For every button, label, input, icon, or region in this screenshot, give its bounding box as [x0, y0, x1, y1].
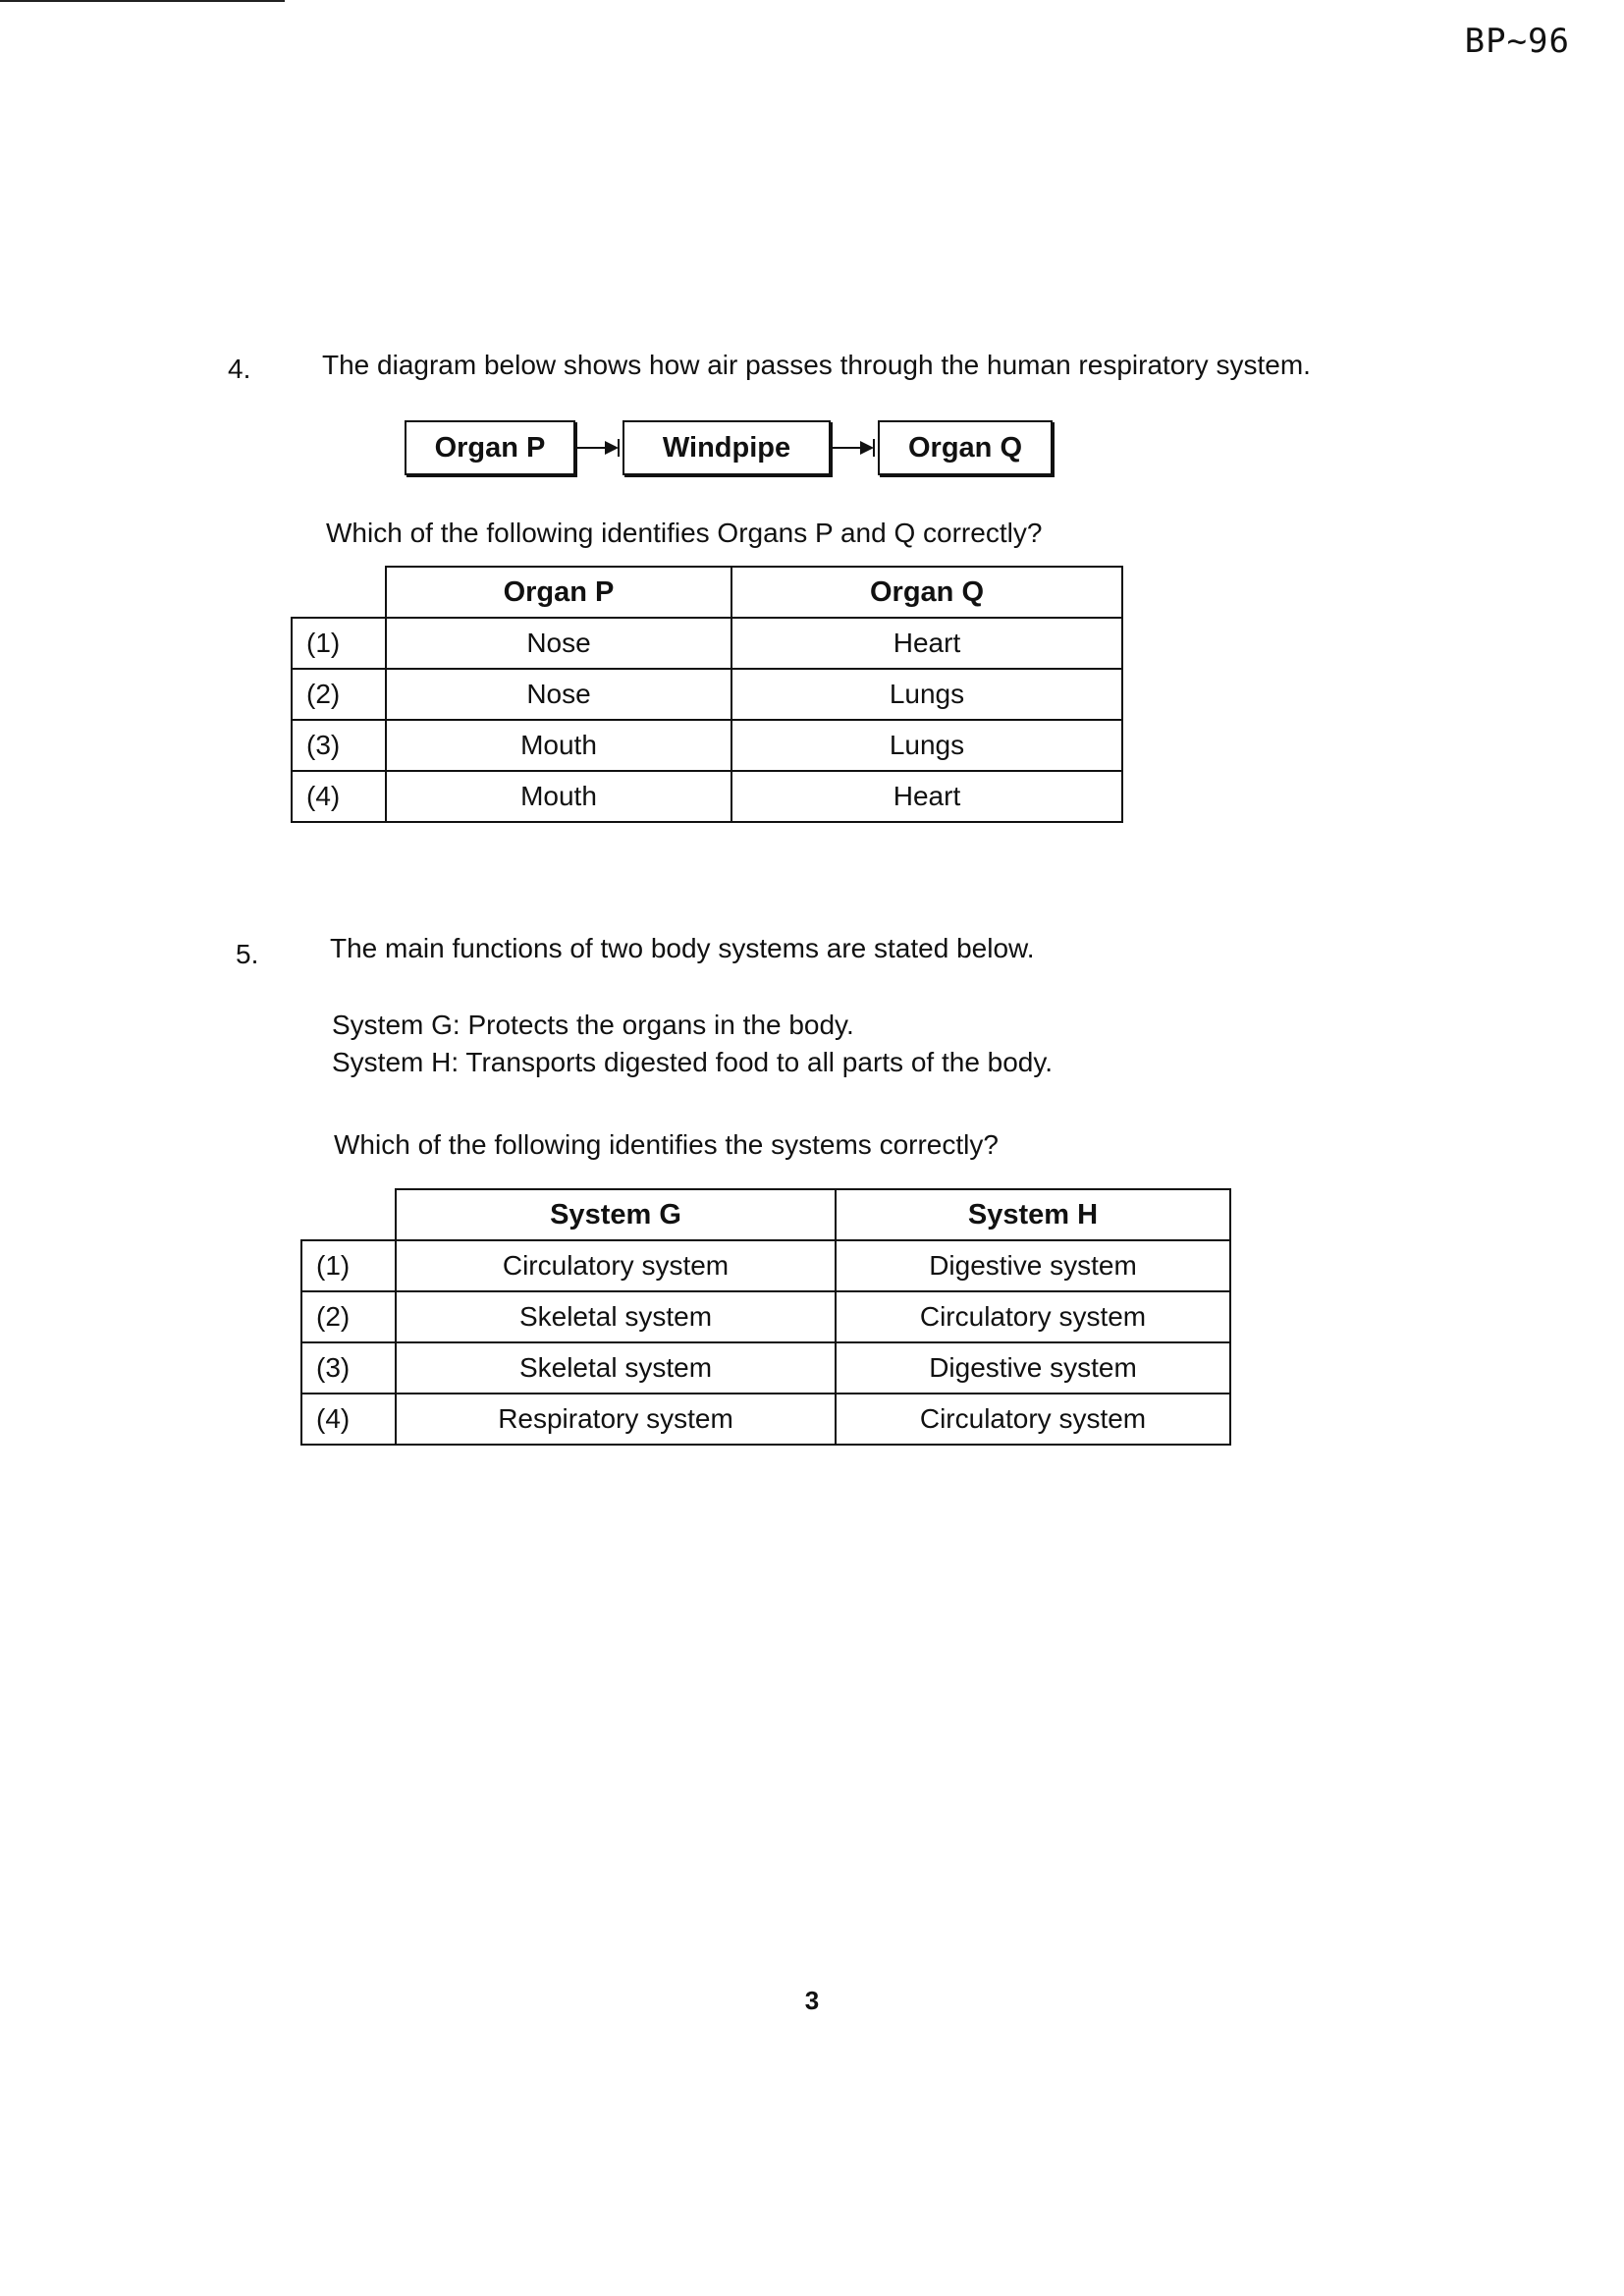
page-code: BP~96 [1464, 22, 1570, 61]
system-g-statement: System G: Protects the organs in the body. [332, 1010, 854, 1040]
table-row [301, 1394, 1230, 1445]
question-4-stem: The diagram below shows how air passes through the human respiratory system. [322, 350, 1311, 380]
option-label: (1) [292, 618, 386, 669]
table-row [292, 618, 1122, 669]
option-label: (3) [301, 1342, 396, 1394]
question-5-prompt: Which of the following identifies the systems correctly? [334, 1129, 999, 1160]
table-cell: Circulatory system [836, 1394, 1230, 1445]
question-4-number: 4. [228, 354, 251, 384]
flow-box-windpipe: Windpipe [623, 420, 831, 475]
question-5-answer-table [300, 1188, 1231, 1446]
table-cell: Lungs [731, 669, 1122, 720]
table-header-row [292, 567, 1122, 618]
question-4-prompt: Which of the following identifies Organs P and Q correctly? [326, 518, 1043, 548]
table-row [301, 1342, 1230, 1394]
table-row [292, 720, 1122, 771]
table-cell: Mouth [386, 720, 731, 771]
respiratory-flow-diagram [405, 416, 1053, 479]
column-header: System H [836, 1189, 1230, 1240]
option-label: (2) [301, 1291, 396, 1342]
table-cell: Digestive system [836, 1342, 1230, 1394]
question-5-number: 5. [236, 939, 259, 969]
question-5-stem: The main functions of two body systems are stated below. [330, 933, 1035, 963]
flow-arrow-icon [831, 436, 878, 460]
table-row [292, 669, 1122, 720]
top-left-rule [0, 0, 285, 2]
flow-box-organ-p: Organ P [405, 420, 575, 475]
flow-box-organ-q: Organ Q [878, 420, 1053, 475]
table-cell: Nose [386, 618, 731, 669]
table-cell: Skeletal system [396, 1342, 836, 1394]
option-label: (4) [301, 1394, 396, 1445]
page-number: 3 [804, 1986, 820, 2015]
option-label: (4) [292, 771, 386, 822]
table-cell: Circulatory system [836, 1291, 1230, 1342]
column-header: Organ Q [731, 567, 1122, 618]
question-4-answer-table [291, 566, 1123, 823]
system-h-statement: System H: Transports digested food to all parts of the body. [332, 1047, 1054, 1077]
table-cell: Heart [731, 618, 1122, 669]
column-header: Organ P [386, 567, 731, 618]
table-cell: Respiratory system [396, 1394, 836, 1445]
table-row [292, 771, 1122, 822]
table-row [301, 1291, 1230, 1342]
table-corner-cell [292, 567, 386, 618]
table-cell: Digestive system [836, 1240, 1230, 1291]
column-header: System G [396, 1189, 836, 1240]
table-cell: Circulatory system [396, 1240, 836, 1291]
table-header-row [301, 1189, 1230, 1240]
option-label: (1) [301, 1240, 396, 1291]
table-cell: Lungs [731, 720, 1122, 771]
option-label: (2) [292, 669, 386, 720]
option-label: (3) [292, 720, 386, 771]
table-corner-cell [301, 1189, 396, 1240]
table-cell: Skeletal system [396, 1291, 836, 1342]
table-cell: Mouth [386, 771, 731, 822]
flow-arrow-icon [575, 436, 623, 460]
table-row [301, 1240, 1230, 1291]
table-cell: Heart [731, 771, 1122, 822]
table-cell: Nose [386, 669, 731, 720]
